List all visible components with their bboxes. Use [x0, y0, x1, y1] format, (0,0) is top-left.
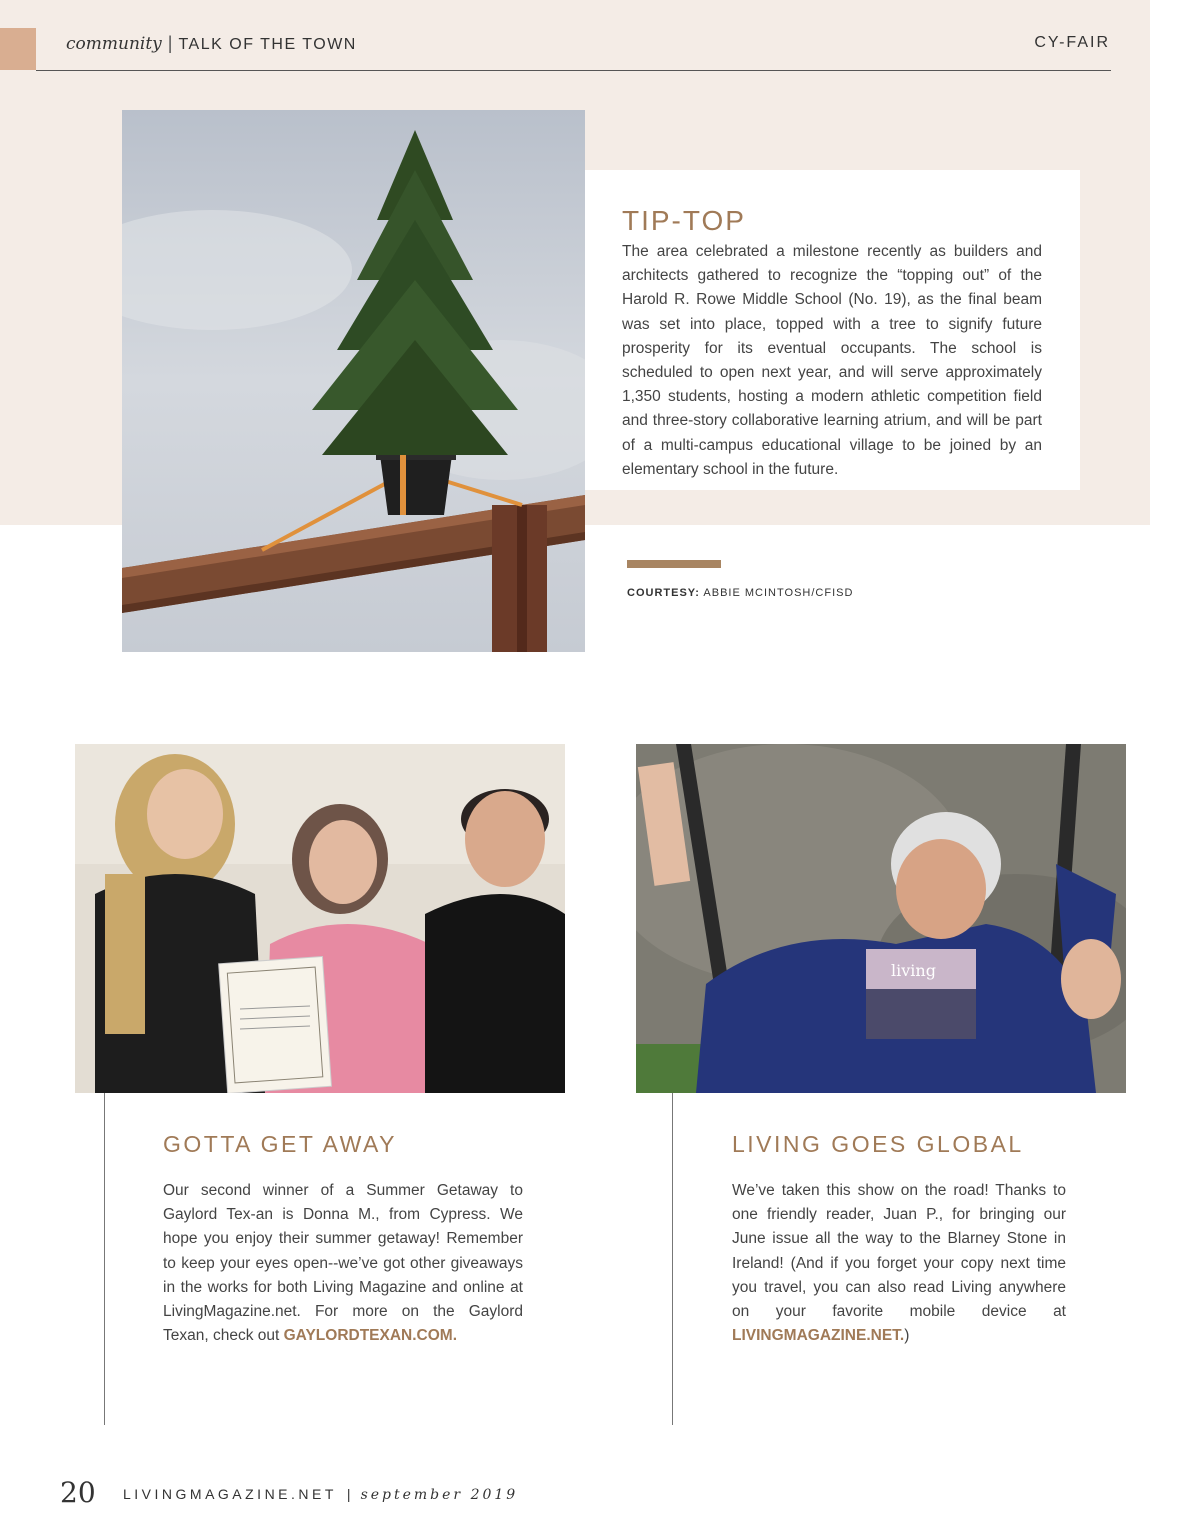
getaway-text: Our second winner of a Summer Getaway to Gaylord Tex-an is Donna M., from Cypress. We hope you enjoy their summer getaway! Remember to keep your eyes open--we’ve got other giveaways in the works for both Living Magazine and online at LivingMagazine.net. For more on the Gaylord Texan, check out — [163, 1182, 523, 1345]
getaway-body — [163, 1179, 523, 1348]
courtesy-label: COURTESY: — [627, 587, 700, 599]
header-separator: | — [167, 33, 173, 53]
tip-top-body: The area celebrated a milestone recently as builders and architects gathered to recognize the “topping out” of the Harold R. Rowe Middle School (No. 19), as the final beam was set into place, topped with a tree to signify future prosperity for its eventual occupants. The school is scheduled to open next year, and will serve approximately 1,350 students, hosting a modern athletic competition field and three-story collaborative learning atrium, and will be part of a multi-campus educational village to be joined by an elementary school in the future. — [622, 243, 1042, 478]
page-number: 20 — [60, 1476, 96, 1509]
getaway-winners-photo — [75, 744, 565, 1093]
section-title: TALK OF THE TOWN — [178, 36, 357, 53]
global-text: We’ve taken this show on the road! Thanks to one friendly reader, Juan P., for bringing our June issue all the way to the Blarney Stone in Ireland! (And if you forget your copy next time you travel, you can also read Living anywhere on your favorite mobile device at — [732, 1182, 1066, 1321]
header-divider — [36, 70, 1111, 71]
getaway-column-rule — [104, 1093, 105, 1425]
footer-separator: | — [346, 1486, 351, 1502]
photo-credit — [627, 587, 853, 599]
gaylord-link[interactable]: GAYLORDTEXAN.COM. — [283, 1327, 458, 1345]
courtesy-accent-bar — [627, 560, 721, 568]
edition-label: CY-FAIR — [1034, 34, 1110, 51]
global-column-rule — [672, 1093, 673, 1425]
footer — [123, 1486, 518, 1503]
global-tail: ) — [904, 1327, 910, 1345]
blarney-stone-photo — [636, 744, 1126, 1093]
magazine-cover-title: living — [891, 961, 936, 980]
section-label: community — [66, 34, 162, 54]
living-magazine-link[interactable]: LIVINGMAGAZINE.NET. — [732, 1327, 905, 1345]
section-tab-marker — [0, 28, 36, 70]
section-header — [66, 33, 357, 54]
footer-site: LIVINGMAGAZINE.NET — [123, 1486, 337, 1502]
footer-date: september 2019 — [360, 1487, 519, 1503]
courtesy-credit: ABBIE MCINTOSH/CFISD — [703, 587, 854, 599]
tip-top-title: TIP-TOP — [622, 205, 746, 236]
global-body — [732, 1179, 1066, 1348]
getaway-title: GOTTA GET AWAY — [163, 1131, 397, 1157]
tree-topping-photo — [122, 110, 585, 652]
global-title: LIVING GOES GLOBAL — [732, 1131, 1024, 1157]
